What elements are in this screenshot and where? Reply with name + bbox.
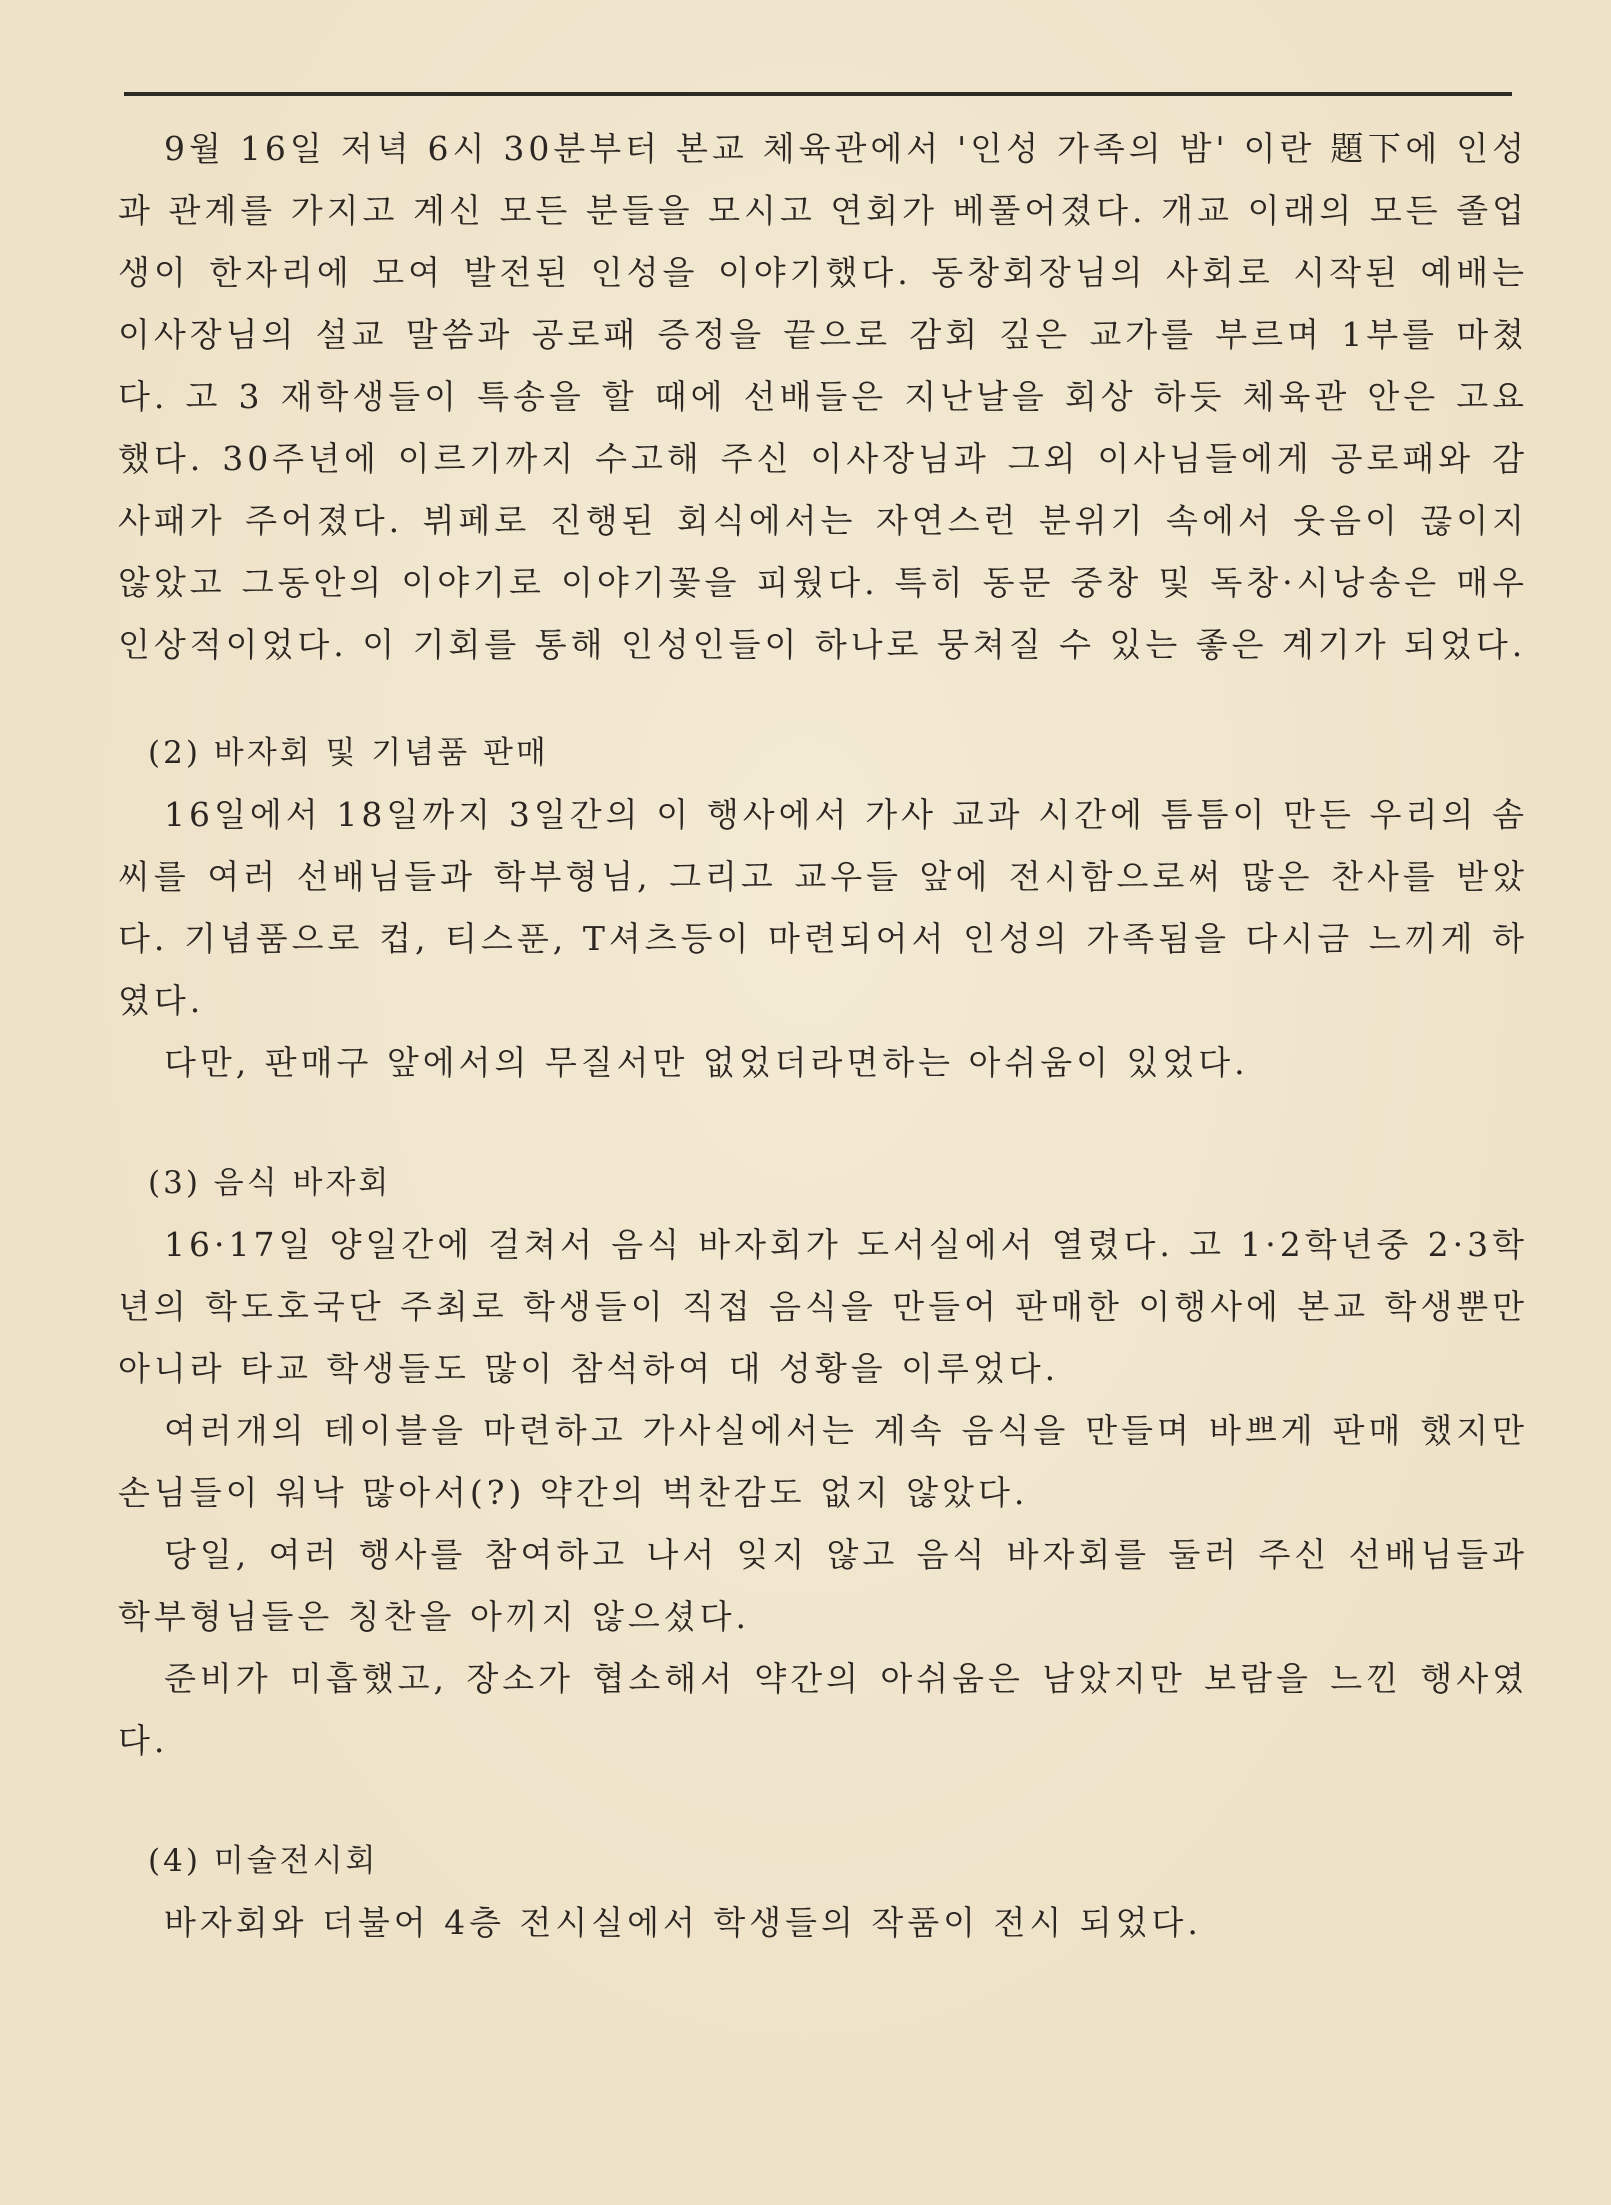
section-4-heading: (4) 미술전시회 — [148, 1843, 379, 1879]
section-3-paragraph-1: 16·17일 양일간에 걸쳐서 음식 바자회가 도서실에서 열렸다. 고 1·2학년중 2·3학년의 학도호국단 주최로 학생들이 직접 음식을 만들어 판매한 이행사에 본교 학생뿐만 아니라 타교 학생들도 많이 참석하여 대 성황을 이루었다. — [118, 1225, 1528, 1388]
section-3-paragraph-2: 여러개의 테이블을 마련하고 가사실에서는 계속 음식을 만들며 바쁘게 판매 했지만 손님들이 워낙 많아서(?) 약간의 벅찬감도 없지 않았다. — [118, 1411, 1528, 1512]
section-spacer — [118, 1094, 1528, 1152]
section-3-paragraph-4: 준비가 미흡했고, 장소가 협소해서 약간의 아쉬움은 남았지만 보람을 느낀 행사였다. — [118, 1659, 1528, 1760]
top-rule — [124, 92, 1512, 96]
intro-paragraph: 9월 16일 저녁 6시 30분부터 본교 체육관에서 '인성 가족의 밤' 이란 題下에 인성과 관계를 가지고 계신 모든 분들을 모시고 연회가 베풀어졌다. 개교 이래의 모든 졸업생이 한자리에 모여 발전된 인성을 이야기했다. 동창회장님의 사회로 시작된 예배는 이사장님의 설교 말씀과 공로패 증정을 끝으로 감회 깊은 교가를 부르며 1부를 마쳤다. 고 3 재학생들이 특송을 할 때에 선배들은 지난날을 회상 하듯 체육관 안은 고요했다. 30주년에 이르기까지 수고해 주신 이사장님과 그외 이사님들에게 공로패와 감사패가 주어졌다. 뷔페로 진행된 회식에서는 자연스런 분위기 속에서 웃음이 끊이지 않았고 그동안의 이야기로 이야기꽃을 피웠다. 특히 동문 중창 및 독창·시낭송은 매우 인상적이었다. 이 기회를 통해 인성인들이 하나로 뭉쳐질 수 있는 좋은 계기가 되었다. — [118, 129, 1528, 664]
section-2-heading: (2) 바자회 및 기념품 판매 — [148, 735, 549, 771]
section-spacer — [118, 676, 1528, 722]
section-spacer — [118, 1772, 1528, 1830]
section-3-heading: (3) 음식 바자회 — [148, 1165, 392, 1201]
section-2-paragraph-1: 16일에서 18일까지 3일간의 이 행사에서 가사 교과 시간에 틈틈이 만든 우리의 솜씨를 여러 선배님들과 학부형님, 그리고 교우들 앞에 전시함으로써 많은 찬사를 받았다. 기념품으로 컵, 티스푼, T셔츠등이 마련되어서 인성의 가족됨을 다시금 느끼게 하였다. — [118, 795, 1528, 1020]
page-content — [118, 118, 1528, 1954]
section-4-paragraph-1: 바자회와 더불어 4층 전시실에서 학생들의 작품이 전시 되었다. — [164, 1903, 1202, 1942]
section-2-paragraph-2: 다만, 판매구 앞에서의 무질서만 없었더라면하는 아쉬움이 있었다. — [164, 1043, 1249, 1082]
section-3-paragraph-3: 당일, 여러 행사를 참여하고 나서 잊지 않고 음식 바자회를 둘러 주신 선배님들과 학부형님들은 칭찬을 아끼지 않으셨다. — [118, 1535, 1528, 1636]
